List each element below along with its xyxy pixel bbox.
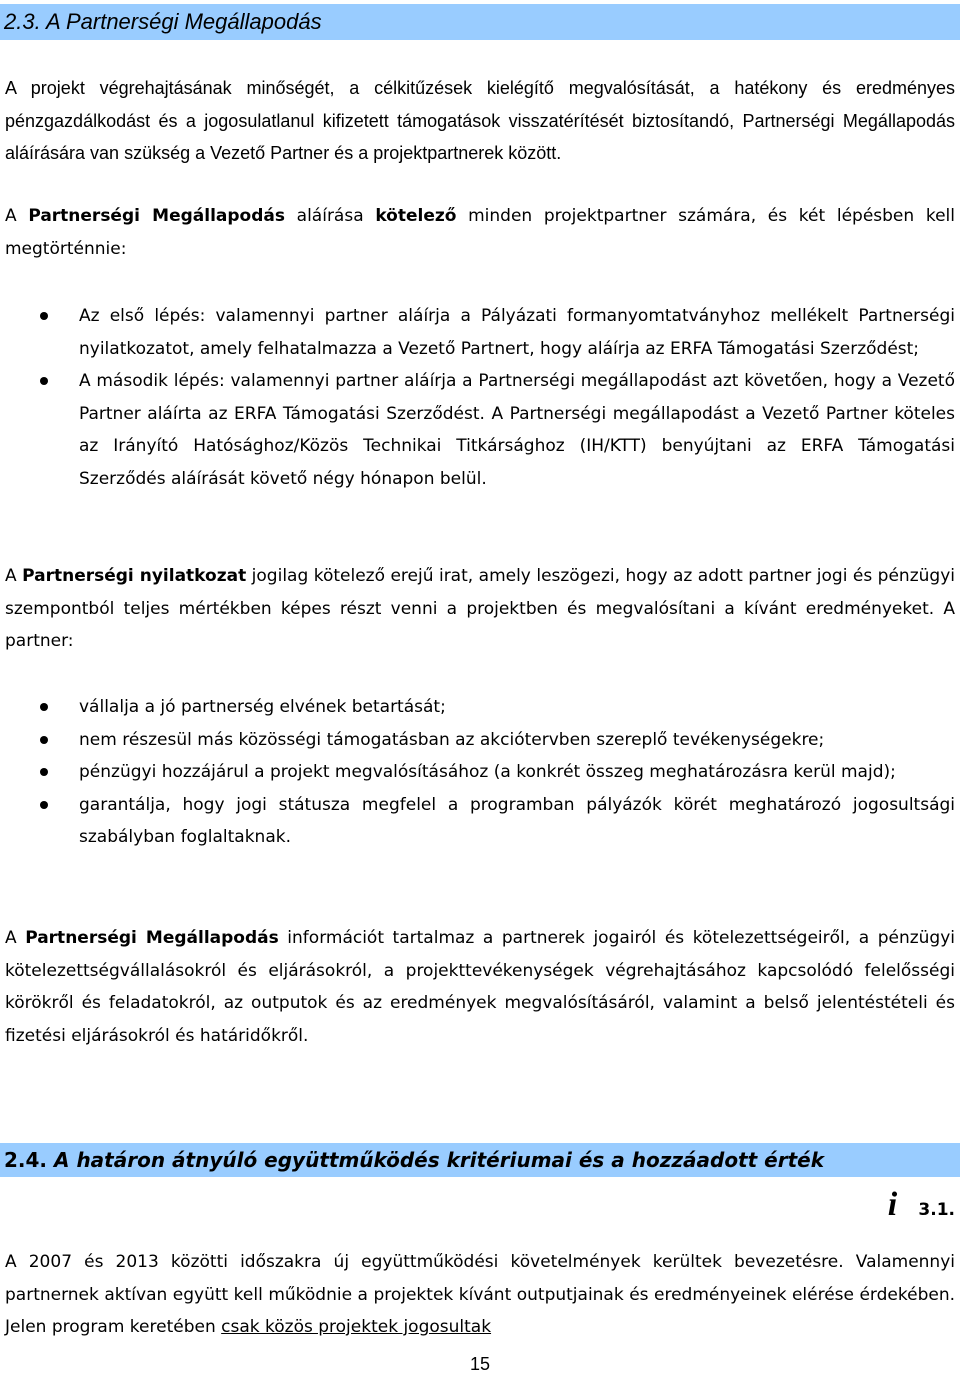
paragraph-agreement-content <box>5 922 955 1052</box>
list-item <box>0 691 960 724</box>
page-number: 15 <box>469 1354 491 1374</box>
list-item <box>0 365 960 495</box>
partner-obligations-list <box>0 691 960 854</box>
bullet-icon <box>40 312 48 320</box>
bullet-icon <box>40 703 48 711</box>
list-item-text: vállalja a jó partnerség elvének betartását; <box>79 697 446 717</box>
text-run: aláírása <box>284 206 376 226</box>
text-run: A 2007 és 2013 közötti időszakra új együttműködési követelmények kerültek bevezetésre. Valamennyi partnernek aktívan együtt kell működnie a projektek kívánt outputjainak és eredményeinek elérése érdekében. Jelen program keretében <box>5 1252 955 1337</box>
list-item-text: nem részesül más közösségi támogatásban az akciótervben szereplő tevékenységekre; <box>79 729 825 750</box>
list-item-text: Az első lépés: valamennyi partner aláírja a Pályázati formanyomtatványhoz mellékelt Partnerségi nyilatkozatot, amely felhatalmazza a Vezető Partnert, hogy aláírja az ERFA Támogatási Szerződést; <box>79 306 955 359</box>
section-title: A határon átnyúló együttműködés kritériumai és a hozzáadott érték <box>54 1148 824 1172</box>
text-run: jogilag kötelező erejű irat, amely leszögezi, hogy az adott partner jogi és pénzügyi szempontból teljes mértékben képes részt venni a projektben és megvalósítani a kívánt eredményeket. A partner: <box>5 566 955 651</box>
section-heading-2-3 <box>0 4 960 40</box>
underlined-text: csak közös projektek jogosultak <box>221 1317 492 1337</box>
text-run: minden projektpartner számára, és két lépésben kell megtörténnie: <box>5 206 955 259</box>
list-item <box>0 789 960 854</box>
section-number: 2.4. <box>4 1148 48 1172</box>
bold-term: Partnerségi Megállapodás <box>25 928 279 948</box>
paragraph-declaration <box>5 560 955 658</box>
bullet-icon <box>40 736 48 744</box>
cross-reference-label: 3.1. <box>918 1200 955 1220</box>
list-item <box>0 756 960 789</box>
bold-term: Partnerségi Megállapodás <box>28 206 285 226</box>
list-item-text: A második lépés: valamennyi partner aláírja a Partnerségi megállapodást azt követően, hogy a Vezető Partner aláírta az ERFA Támogatási Szerződést. A Partnerségi megállapodást a Vezető Partner köteles az Irányító Hatósághoz/Közös Technikai Titkársághoz (IH/KTT) benyújtani az ERFA Támogatási Szerződés aláírását követő négy hónapon belül. <box>79 371 955 489</box>
section-title: A Partnerségi Megállapodás <box>46 9 322 34</box>
bold-term: kötelező <box>375 206 457 226</box>
text-run: információt tartalmaz a partnerek jogairól és kötelezettségeiről, a pénzügyi kötelezettségvállalásokról és eljárásokról, a projekttevékenységek végrehajtásához kapcsolódó felelősségi körökről és feladatokról, az outputok és az eredmények megvalósításáról, valamint a belső jelentéstételi és fizetési eljárásokról és határidőkről. <box>5 928 955 1046</box>
paragraph-cooperation <box>5 1246 955 1344</box>
text-run: A <box>5 566 23 586</box>
text-run: A <box>5 206 29 226</box>
bullet-icon <box>40 768 48 776</box>
paragraph-intro: A projekt végrehajtásának minőségét, a célkitűzések kielégítő megvalósítását, a hatékony és eredményes pénzgazdálkodást és a jogosulatlanul kifizetett támogatások visszatérítését biztosítandó, Partnerségi Megállapodás aláírására van szükség a Vezető Partner és a projektpartnerek között. <box>5 78 955 163</box>
list-item <box>0 724 960 757</box>
paragraph-obligation <box>5 200 955 265</box>
bullet-icon <box>40 377 48 385</box>
list-item-text: garantálja, hogy jogi státusza megfelel a programban pályázók körét meghatározó jogosultsági szabályban foglaltaknak. <box>79 794 955 847</box>
bullet-icon <box>40 801 48 809</box>
list-item <box>0 300 960 365</box>
steps-list <box>0 300 960 495</box>
cross-reference[interactable] <box>872 1187 955 1223</box>
list-item-text: pénzügyi hozzájárul a projekt megvalósításához (a konkrét összeg meghatározásra kerül majd); <box>79 762 896 782</box>
text-run: A <box>5 928 26 948</box>
info-icon: i <box>887 1186 898 1223</box>
section-heading-2-4 <box>0 1143 960 1177</box>
section-number: 2.3. <box>4 9 41 34</box>
bold-term: Partnerségi nyilatkozat <box>22 566 247 586</box>
